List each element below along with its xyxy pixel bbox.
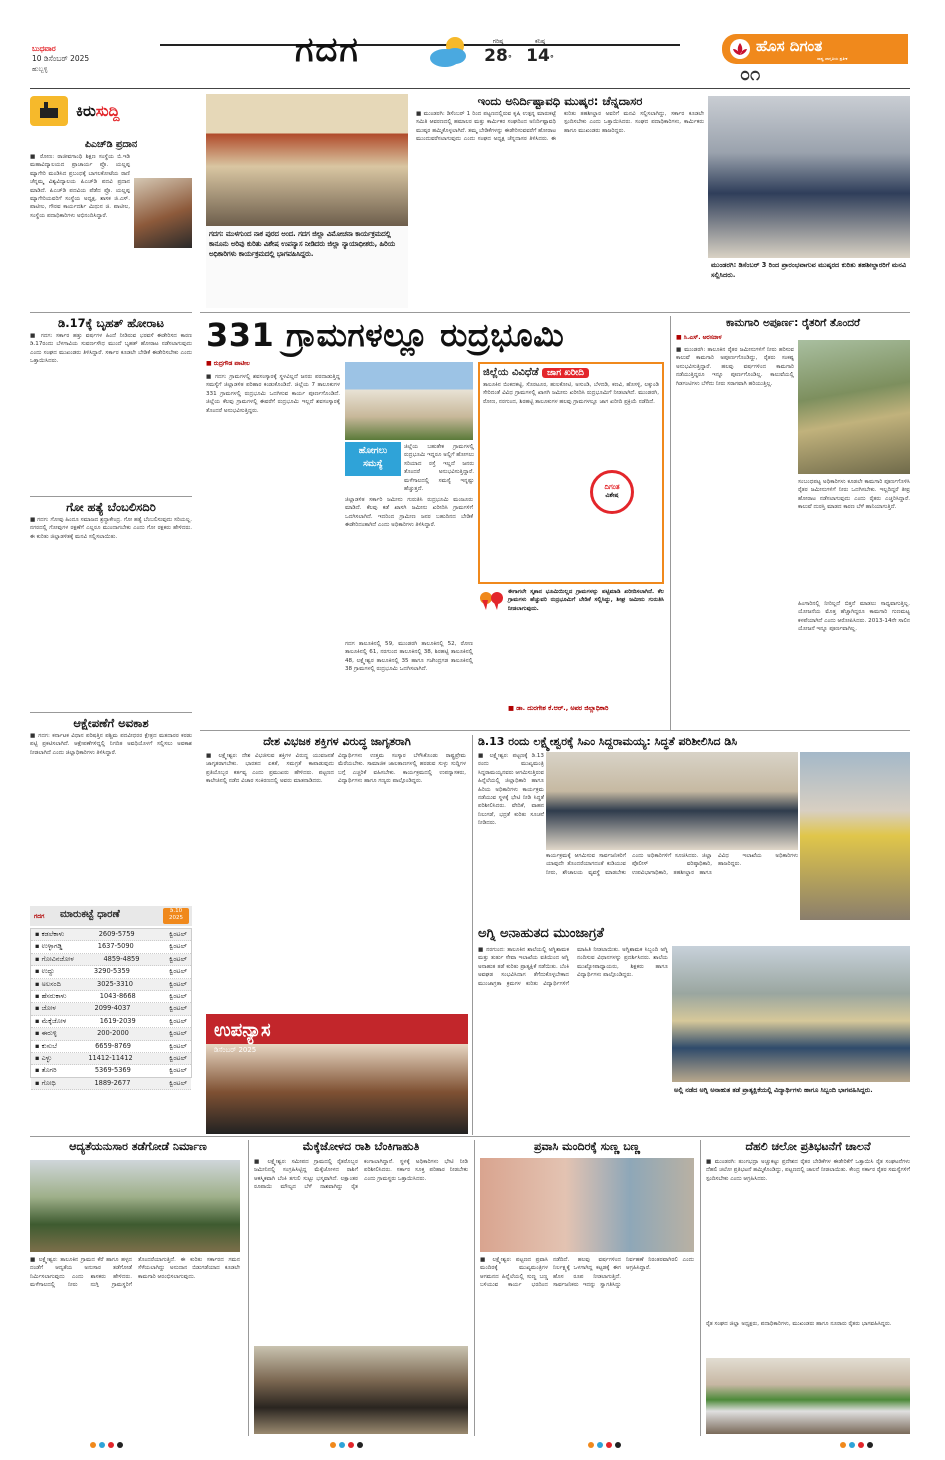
col-rule-vigil [472, 735, 473, 1135]
farmers-byline-box [676, 334, 796, 346]
market-unit: ಕ್ವಿಂಟಲ್ [169, 1054, 187, 1063]
market-row [31, 929, 191, 941]
farmers-body-col2: ಸಂಬಂಧಪಟ್ಟ ಅಧಿಕಾರಿಗಳು ಕೂಡಲೇ ಕಾಮಗಾರಿ ಪೂರ್ಣಗೊಳಿಸಿ ರೈತರ ಜಮೀನುಗಳಿಗೆ ನೀರು ಒದಗಿಸಬೇಕು. ಇಲ್ಲದಿದ್ದರೆ ತೀವ್ರ ಹೋರಾಟ ನಡೆಸಲಾಗುವುದು ಎಂದು ರೈತರು ಎಚ್ಚರಿಸಿದ್ದಾರೆ. ಕಾಲುವೆ ದುರಸ್ತಿ ಮಾಡದ ಕಾರಣ ಬೆಳೆ ಹಾನಿಯಾಗುತ್ತಿದೆ. [798, 479, 910, 511]
fire-caption: ಅಲ್ಲಿ ನಡೆದ ಅಗ್ನಿ ಅನಾಹುತ ತಡೆ ಪ್ರಾತ್ಯಕ್ಷಿಕೆಯಲ್ಲಿ ವಿದ್ಯಾರ್ಥಿಗಳು ಹಾಗೂ ಸಿಬ್ಬಂದಿ ಭಾಗವಹಿಸಿದ್ದರು. [674, 1086, 873, 1094]
market-row [31, 991, 191, 1003]
weather-icon [425, 32, 475, 72]
market-price: 1889-2677 [94, 1078, 131, 1087]
market-unit: ಕ್ವಿಂಟಲ್ [169, 992, 187, 1001]
min-temp-value: 14 [526, 46, 550, 66]
brief-4-title: ಆಕ್ಷೇಪಣೆಗೆ ಅವಕಾಶ [73, 716, 149, 730]
date-label: 10 ಡಿಸೆಂಬರ್ 2025 [32, 54, 90, 63]
kirusuddi-header [30, 96, 192, 128]
col-rule-b3 [700, 1140, 701, 1436]
market-price: 1619-2039 [99, 1016, 136, 1025]
meeting-photo [206, 94, 408, 226]
date-block [32, 44, 132, 73]
market-crop: ▪ ಮೆಕ್ಕೆಜೋಳ [35, 1016, 67, 1025]
market-crop: ▪ ಜೋಳ [35, 1004, 56, 1013]
quote-by: ■ ಡಾ. ದುರಗೇಶ ಕೆ.ಆರ್., ಅಪರ ಜಿಲ್ಲಾಧಿಕಾರಿ [508, 704, 609, 712]
quote-icon [478, 588, 504, 614]
badge-b: ವಿಶೇಷ [605, 492, 619, 499]
cm-headline: ಡಿ.13 ರಂದು ಲಕ್ಷ್ಮೇಶ್ವರಕ್ಕೆ ಸಿಎಂ ಸಿದ್ದರಾಮಯ್ಯ: ಸಿದ್ಧತೆ ಪರಿಶೀಲಿಸಿದ ಡಿಸಿ [478, 735, 738, 748]
max-temp-label: ಗರಿಷ್ಠ [492, 38, 504, 45]
print-marks-2 [330, 1442, 363, 1448]
market-crop: ▪ ಗೋಧಿ [35, 1078, 56, 1087]
print-dot [858, 1442, 864, 1448]
market-row [31, 966, 191, 978]
brief-4-body: ■ ಗದಗ: ಕರ್ನಾಟಕ ವಿಧಾನ ಪರಿಷತ್ತಿನ ಪಶ್ಚಿಮ ಪದವೀಧರರ ಕ್ಷೇತ್ರದ ಮತದಾರರ ಕರಡು ಪಟ್ಟಿ ಪ್ರಕಟಿಸಲಾಗಿದೆ. ಆಕ್ಷೇಪಣೆಗಳಿದ್ದಲ್ಲಿ ನಿಗದಿತ ಅವಧಿಯೊಳಗೆ ಸಲ್ಲಿಸಲು ಅವಕಾಶ ನೀಡಲಾಗಿದೆ ಎಂದು ಜಿಲ್ಲಾಧಿಕಾರಿಗಳು ತಿಳಿಸಿದ್ದಾರೆ. [30, 733, 192, 756]
market-row [31, 1053, 191, 1065]
brief-1-title: ಪಿಎಚ್‌ಡಿ ಪ್ರದಾನ [84, 139, 138, 150]
market-crop: ▪ ಕಡಲೆಕಾಳು [35, 930, 65, 938]
digantha-special-badge [590, 470, 634, 514]
maize-headline: ಮೆಕ್ಕೆಜೋಳದ ರಾಶಿ ಬೆಂಕಿಗಾಹುತಿ [302, 1140, 420, 1153]
fire-photo [672, 946, 910, 1082]
lead-body-col1: ■ ಗದಗ: ಗ್ರಾಮಗಳಲ್ಲಿ ಶವಸಂಸ್ಕಾರಕ್ಕೆ ಸ್ಥಳವಿಲ್ಲದೆ ಜನರು ಪರದಾಡುತ್ತಿದ್ದ ಸಮಸ್ಯೆಗೆ ಜಿಲ್ಲಾಡಳಿತ ಪರಿಹಾರ ಕಂಡುಕೊಂಡಿದೆ. ಜಿಲ್ಲೆಯ 7 ತಾಲೂಕುಗಳ 331 ಗ್ರಾಮಗಳಲ್ಲಿ ರುದ್ರಭೂಮಿ ಒದಗಿಸುವ ಕಾರ್ಯ ಪೂರ್ಣಗೊಂಡಿದೆ. ಜಿಲ್ಲೆಯ ಕೆಲವು ಗ್ರಾಮಗಳಲ್ಲಿ ಈವರೆಗೆ ರುದ್ರಭೂಮಿ ಇಲ್ಲದೆ ಶವಸಂಸ್ಕಾರಕ್ಕೆ ತೊಂದರೆ ಅನುಭವಿಸುತ್ತಿದ್ದರು. [206, 374, 340, 414]
brand-tagline: ರಾಷ್ಟ್ರ ಜಾಗೃತಿಯ ಪ್ರತೀಕ [817, 56, 848, 61]
market-price: 4859-4859 [103, 954, 140, 963]
strike-caption-box [708, 258, 910, 308]
paint-headline: ಪ್ರವಾಸಿ ಮಂದಿರಕ್ಕೆ ಸುಣ್ಣ ಬಣ್ಣ [534, 1140, 640, 1153]
print-dot [330, 1442, 336, 1448]
land-purchase-box [478, 362, 664, 584]
fire-headline: ಅಗ್ನಿ ಅನಾಹುತದ ಮುಂಜಾಗ್ರತೆ [478, 926, 604, 941]
market-price: 1637-5090 [97, 942, 134, 951]
brief-2-title: ಡಿ.17ಕ್ಕೆ ಬೃಹತ್ ಹೋರಾಟ [57, 316, 164, 330]
hand-icon [30, 96, 68, 126]
farmers-body-col3: ಹಿಂಗಾರಿನಲ್ಲಿ ನೀರಿಲ್ಲದೆ ಬಿತ್ತನೆ ಮಾಡಲು ಸಾಧ್ಯವಾಗುತ್ತಿಲ್ಲ. ಯೋಜನೆಯ ಮೊತ್ತ ಹೆಚ್ಚಾಗಿದ್ದರೂ ಕಾಮಗಾರಿ ಗುಣಮಟ್ಟ ಕಳಪೆಯಾಗಿದೆ ಎಂದು ಆರೋಪಿಸಿದರು. 2013-14ನೇ ಸಾಲಿನ ಯೋಜನೆ ಇನ್ನೂ ಪೂರ್ಣವಾಗಿಲ್ಲ. [798, 601, 910, 633]
lead-body-col2: ಜಿಲ್ಲಾಡಳಿತ ಸರ್ಕಾರಿ ಜಮೀನು ಗುರುತಿಸಿ ರುದ್ರಭೂಮಿ ಮಂಜೂರು ಮಾಡಿದೆ. ಕೆಲವು ಕಡೆ ಖಾಸಗಿ ಜಮೀನು ಖರೀದಿಸಿ ಗ್ರಾಮಗಳಿಗೆ ಒದಗಿಸಲಾಗಿದೆ. ಇದರಿಂದ ಗ್ರಾಮೀಣ ಜನರ ಬಹುದಿನದ ಬೇಡಿಕೆ ಈಡೇರಿದಂತಾಗಿದೆ ಎಂದು ಅಧಿಕಾರಿಗಳು ತಿಳಿಸಿದ್ದಾರೆ. [345, 497, 473, 529]
wall-photo [30, 1160, 240, 1252]
strike-headline: ಇಂದು ಅನಿರ್ದಿಷ್ಟಾವಧಿ ಮುಷ್ಕರ: ಚೆನ್ನದಾಸರ [477, 94, 643, 108]
cm-side-photo [800, 752, 910, 920]
box-pill: ಜಾಗ ಖರೀದಿ [542, 368, 589, 378]
wall-headline: ಆದ್ಯತೆಯನುಸಾರ ತಡೆಗೋಡೆ ನಿರ್ಮಾಣ [69, 1140, 207, 1153]
vigil-photo [206, 1014, 468, 1134]
market-row [31, 1016, 191, 1028]
col-rule-b1 [248, 1140, 249, 1436]
print-dot [615, 1442, 621, 1448]
vigil-body-col2: ವಿದ್ಯಾರ್ಥಿಗಳು ಉತ್ತಮ ಸಂಸ್ಕಾರ ಬೆಳೆಸಿಕೊಂಡು ರಾಷ್ಟ್ರಪ್ರೇಮ ಮೆರೆಯಬೇಕು. ಸಾಮಾಜಿಕ ಜಾಲತಾಣಗಳಲ್ಲಿ ಹರಡುವ ಸುಳ್ಳು ಸುದ್ದಿಗಳ ಬಗ್ಗೆ ಎಚ್ಚರಿಕೆ ವಹಿಸಬೇಕು. ಕಾರ್ಯಕ್ರಮದಲ್ಲಿ ಉಪನ್ಯಾಸಕರು, ವಿದ್ಯಾರ್ಥಿಗಳು ಹಾಗೂ ಗಣ್ಯರು ಪಾಲ್ಗೊಂಡಿದ್ದರು. [338, 753, 466, 785]
lead-byline-box [206, 360, 336, 372]
max-temp-value: 28 [484, 46, 508, 66]
side-head-badge [345, 442, 401, 476]
market-unit: ಕ್ವಿಂಟಲ್ [169, 954, 187, 963]
print-dot [108, 1442, 114, 1448]
market-crop: ▪ ಉಳ್ಳಾಗಡ್ಡಿ [35, 942, 63, 951]
market-unit: ಕ್ವಿಂಟಲ್ [169, 942, 187, 951]
market-row [31, 1078, 191, 1090]
strike-photo [708, 96, 910, 258]
lead-body-col3: ಗದಗ ತಾಲೂಕಿನಲ್ಲಿ 59, ಮುಂಡರಗಿ ತಾಲೂಕಿನಲ್ಲಿ 52, ರೋಣ ತಾಲೂಕಿನಲ್ಲಿ 61, ನರಗುಂದ ತಾಲೂಕಿನಲ್ಲಿ 38, ಶಿರಹಟ್ಟಿ ತಾಲೂಕಿನಲ್ಲಿ 48, ಲಕ್ಷ್ಮೇಶ್ವರ ತಾಲೂಕಿನಲ್ಲಿ 35 ಹಾಗೂ ಗಜೇಂದ್ರಗಡ ತಾಲೂಕಿನಲ್ಲಿ 38 ಗ್ರಾಮಗಳಲ್ಲಿ ರುದ್ರಭೂಮಿ ಒದಗಿಸಲಾಗಿದೆ. [345, 641, 473, 673]
market-unit: ಕ್ವಿಂಟಲ್ [169, 1041, 187, 1050]
market-unit: ಕ್ವಿಂಟಲ್ [169, 979, 187, 988]
market-city: ಗದಗ [34, 913, 45, 920]
market-crop: ▪ ಅಲಸಂದಿ [35, 979, 61, 988]
meeting-caption: ಗದಗ: ಮುಳಗುಂದ ನಾಕ ಪುರದ ಅಂದ. ಗದಗ ಜಿಲ್ಲಾ ವಿಮೋಚನಾ ಕಾರ್ಯಕ್ರಮದಲ್ಲಿ ಕಾನೂನು ಅರಿವು ಕುರಿತು ವಿಶೇಷ ಉಪನ್ಯಾಸ ನೀಡಿದರು ಜಿಲ್ಲಾ ನ್ಯಾಯಾಧೀಶರು, ಹಿರಿಯ ಅಧಿಕಾರಿಗಳು ಕಾರ್ಯಕ್ರಮದಲ್ಲಿ ಭಾಗವಹಿಸಿದ್ದರು. [209, 230, 396, 258]
side-head-a: ಹೋಗಲು [358, 446, 388, 456]
brief-3-title: ಗೋ ಹತ್ಯೆ ಬೆಂಬಲಿಸದಿರಿ [66, 500, 156, 514]
farmers-headline: ಕಾಮಗಾರಿ ಅಪೂರ್ಣ: ರೈತರಿಗೆ ತೊಂದರೆ [726, 317, 860, 329]
fire-body: ■ ನರಗುಂದ: ತಾಲೂಕಿನ ಶಾಲೆಯಲ್ಲಿ ಅಗ್ನಿಶಾಮಕ ಮತ್ತು ತುರ್ತು ಸೇವಾ ಇಲಾಖೆಯ ವತಿಯಿಂದ ಅಗ್ನಿ ಅನಾಹುತ ತಡೆ ಕುರಿತು ಪ್ರಾತ್ಯಕ್ಷಿಕೆ ನಡೆಯಿತು. ಬೆಂಕಿ ಅವಘಡ ಸಂಭವಿಸಿದಾಗ ತೆಗೆದುಕೊಳ್ಳಬೇಕಾದ ಮುಂಜಾಗ್ರತಾ ಕ್ರಮಗಳ ಕುರಿತು ವಿದ್ಯಾರ್ಥಿಗಳಿಗೆ ಮಾಹಿತಿ ನೀಡಲಾಯಿತು. ಅಗ್ನಿಶಾಮಕ ಸಿಬ್ಬಂದಿ ಅಗ್ನಿ ನಂದಿಸುವ ವಿಧಾನಗಳನ್ನು ಪ್ರದರ್ಶಿಸಿದರು. ಶಾಲೆಯ ಮುಖ್ಯೋಪಾಧ್ಯಾಯರು, ಶಿಕ್ಷಕರು ಹಾಗೂ ವಿದ್ಯಾರ್ಥಿಗಳು ಪಾಲ್ಗೊಂಡಿದ್ದರು. [478, 947, 668, 987]
box-head: ಜಿಲ್ಲೆಯ ವಿವಿಧೆಡೆ [483, 367, 539, 378]
market-price: 3290-5359 [93, 967, 130, 976]
quote-box [478, 588, 664, 726]
canal-photo [798, 340, 910, 474]
lead-headline: 331 ಗ್ರಾಮಗಳಲ್ಲೂ ರುದ್ರಭೂಮಿ [206, 316, 565, 354]
market-row [31, 941, 191, 953]
print-dot [339, 1442, 345, 1448]
market-row [31, 1065, 191, 1077]
brief-rule-3 [30, 712, 192, 713]
market-unit: ಕ್ವಿಂಟಲ್ [169, 967, 187, 976]
brief-rule-1 [30, 312, 192, 313]
market-row [31, 979, 191, 991]
market-row [31, 954, 191, 966]
market-row [31, 1003, 191, 1015]
top-rule [200, 312, 910, 313]
vigil-banner-date: ಡಿಸೆಂಬರ್ 2025 [214, 1046, 257, 1054]
market-price: 11412-11412 [88, 1054, 133, 1063]
market-crop: ▪ ತೊಗರಿ [35, 1066, 57, 1075]
edition-city: ಹುಬ್ಬಳ್ಳಿ [32, 65, 48, 73]
print-dot [348, 1442, 354, 1448]
market-price: 2609-5759 [98, 930, 135, 938]
delhi-photo [706, 1358, 910, 1434]
strike-caption: ಮುಂಡರಗಿ: ಡಿಸೆಂಬರ್ 3 ರಿಂದ ಪ್ರಾರಂಭವಾಗುವ ಮುಷ್ಕರದ ಕುರಿತು ತಹಶೀಲ್ದಾರರಿಗೆ ಮನವಿ ಸಲ್ಲಿಸಿದರು. [711, 261, 907, 279]
min-temp [522, 38, 558, 70]
lotus-icon [730, 39, 750, 59]
degree-sign: ° [507, 54, 512, 63]
col-rule-lead [670, 316, 671, 730]
market-unit: ಕ್ವಿಂಟಲ್ [169, 1078, 187, 1087]
lead-side-body-1: ಜಿಲ್ಲೆಯ ಬಹುತೇಕ ಗ್ರಾಮಗಳಲ್ಲಿ ರುದ್ರಭೂಮಿ ಇದ್ದರೂ ಅಲ್ಲಿಗೆ ಹೋಗಲು ಸರಿಯಾದ ರಸ್ತೆ ಇಲ್ಲದೆ ಜನರು ತೊಂದರೆ ಅನುಭವಿಸುತ್ತಿದ್ದಾರೆ. ಮಳೆಗಾಲದಲ್ಲಿ ಸಮಸ್ಯೆ ಇನ್ನಷ್ಟು ಹೆಚ್ಚುತ್ತದೆ. [404, 444, 474, 493]
market-table [30, 928, 192, 1087]
kirusuddi-title-a: ಕಿರು [76, 102, 96, 120]
market-row [31, 1041, 191, 1053]
page-number: ೦೧ [740, 64, 761, 85]
delhi-headline: ದೆಹಲಿ ಚಲೋ ಪ್ರತಿಭಟನೆಗೆ ಚಾಲನೆ [745, 1140, 871, 1153]
masthead-rule [160, 44, 680, 46]
brief-2-body: ■ ಗದಗ: ಸರ್ಕಾರ ಹತ್ತು ವರ್ಷಗಳ ಹಿಂದೆ ನೀಡಿರುವ ಭರವಸೆ ಈಡೇರಿಸದ ಕಾರಣ ಡಿ.17ರಂದು ಬೆಳಗಾವಿಯ ಸುವರ್ಣಸೌಧ ಮುಂದೆ ಬೃಹತ್ ಹೋರಾಟ ನಡೆಸಲಾಗುವುದು ಎಂದು ಸಂಘದ ಮುಖಂಡರು ತಿಳಿಸಿದ್ದಾರೆ. ಸರ್ಕಾರ ಕೂಡಲೇ ಬೇಡಿಕೆ ಈಡೇರಿಸಬೇಕು ಎಂದು ಒತ್ತಾಯಿಸಿದರು. [30, 333, 192, 365]
print-dot [597, 1442, 603, 1448]
print-dot [849, 1442, 855, 1448]
header-rule [30, 88, 910, 89]
market-unit: ಕ್ವಿಂಟಲ್ [169, 1029, 187, 1038]
vigil-body-col1: ■ ಲಕ್ಷ್ಮೇಶ್ವರ: ದೇಶ ವಿಭಜಿಸುವ ಶಕ್ತಿಗಳ ವಿರುದ್ಧ ಯುವಜನತೆ ಜಾಗೃತರಾಗಬೇಕು. ಭಾರತದ ಏಕತೆ, ಸಮಗ್ರತೆ ಕಾಪಾಡುವುದು ಪ್ರತಿಯೊಬ್ಬರ ಕರ್ತವ್ಯ ಎಂದು ಪ್ರಮುಖರು ಹೇಳಿದರು. ಪಟ್ಟಣದ ಕಾಲೇಜಿನಲ್ಲಿ ನಡೆದ ವಿಚಾರ ಸಂಕಿರಣದಲ್ಲಿ ಅವರು ಮಾತನಾಡಿದರು. [206, 753, 334, 785]
market-price: 2099-4037 [94, 1004, 131, 1013]
quote-text: ಈಗಾಗಲೇ ಸ್ಮಶಾನ ಭೂಮಿಯಿಲ್ಲದ ಗ್ರಾಮಗಳನ್ನು ಪಟ್ಟಿಮಾಡಿ ಖರೀದಿಸಲಾಗಿದೆ. ಕೆಲ ಗ್ರಾಮಗಳು ಹೆಚ್ಚುವರಿ ರುದ್ರಭೂಮಿಗೆ ಬೇಡಿಕೆ ಸಲ್ಲಿಸಿದ್ದು, ಶೀಘ್ರ ಜಮೀನು ಗುರುತಿಸಿ ನೀಡಲಾಗುವುದು. [508, 589, 664, 612]
print-marks-3 [588, 1442, 621, 1448]
lead-building-photo [345, 362, 473, 440]
max-temp [480, 38, 516, 70]
maize-photo [254, 1346, 468, 1434]
paint-body: ■ ಲಕ್ಷ್ಮೇಶ್ವರ: ಪಟ್ಟಣದ ಪ್ರವಾಸಿ ಮಂದಿರಕ್ಕೆ ಮುಖ್ಯಮಂತ್ರಿಗಳ ಆಗಮನದ ಹಿನ್ನೆಲೆಯಲ್ಲಿ ಸುಣ್ಣ ಬಣ್ಣ ಬಳಿಯುವ ಕಾರ್ಯ ಭರದಿಂದ ನಡೆದಿದೆ. ಹಲವು ವರ್ಷಗಳಿಂದ ನಿರ್ಲಕ್ಷ್ಯಕ್ಕೆ ಒಳಗಾಗಿದ್ದ ಕಟ್ಟಡಕ್ಕೆ ಈಗ ಹೊಸ ರೂಪ ನೀಡಲಾಗುತ್ತಿದೆ. ಸಾರ್ವಜನಿಕರು ಇದನ್ನು ಸ್ವಾಗತಿಸಿದ್ದು ನಿರ್ವಹಣೆ ನಿರಂತರವಾಗಿರಲಿ ಎಂದು ಆಗ್ರಹಿಸಿದ್ದಾರೆ. [480, 1257, 694, 1289]
brief-rule-2 [30, 496, 192, 497]
market-unit: ಕ್ವಿಂಟಲ್ [169, 1066, 187, 1075]
market-price: 5369-5369 [94, 1066, 131, 1075]
badge-a: ದಿಗಂತ [604, 483, 620, 491]
paint-photo [480, 1158, 694, 1252]
print-dot [840, 1442, 846, 1448]
market-price: 6659-8769 [95, 1041, 132, 1050]
maize-body: ■ ಲಕ್ಷ್ಮೇಶ್ವರ: ಸಮೀಪದ ಗ್ರಾಮದಲ್ಲಿ ರೈತರೊಬ್ಬರ ಜಮೀನಿನಲ್ಲಿ ಸಂಗ್ರಹಿಸಿಟ್ಟಿದ್ದ ಮೆಕ್ಕೆಜೋಳದ ರಾಶಿಗೆ ಆಕಸ್ಮಿಕವಾಗಿ ಬೆಂಕಿ ತಗುಲಿ ಸುಟ್ಟು ಭಸ್ಮವಾಗಿದೆ. ಲಕ್ಷಾಂತರ ರೂಪಾಯಿ ಮೌಲ್ಯದ ಬೆಳೆ ನಾಶವಾಗಿದ್ದು ರೈತ ಕಂಗಾಲಾಗಿದ್ದಾನೆ. ಸ್ಥಳಕ್ಕೆ ಅಧಿಕಾರಿಗಳು ಭೇಟಿ ನೀಡಿ ಪರಿಶೀಲಿಸಿದರು. ಸರ್ಕಾರ ಸೂಕ್ತ ಪರಿಹಾರ ನೀಡಬೇಕು ಎಂದು ಗ್ರಾಮಸ್ಥರು ಒತ್ತಾಯಿಸಿದರು. [254, 1159, 468, 1191]
vigil-headline: ದೇಶ ವಿಭಜಕ ಶಕ್ತಿಗಳ ವಿರುದ್ಧ ಜಾಗೃತರಾಗಿ [263, 735, 411, 748]
market-header [30, 906, 192, 926]
farmers-body-col1: ■ ಮುಂಡರಗಿ: ತಾಲೂಕಿನ ರೈತರ ಜಮೀನುಗಳಿಗೆ ನೀರು ಹರಿಸುವ ಕಾಲುವೆ ಕಾಮಗಾರಿ ಅಪೂರ್ಣಗೊಂಡಿದ್ದು, ರೈತರು ಸಂಕಷ್ಟ ಅನುಭವಿಸುತ್ತಿದ್ದಾರೆ. ಹಲವು ವರ್ಷಗಳಿಂದ ಕಾಮಗಾರಿ ನಡೆಯುತ್ತಿದ್ದರೂ ಇನ್ನೂ ಪೂರ್ಣಗೊಂಡಿಲ್ಲ. ಕಾಲುವೆಯಲ್ಲಿ ಗಿಡಗಂಟಿಗಳು ಬೆಳೆದು ನೀರು ಸರಾಗವಾಗಿ ಹರಿಯುತ್ತಿಲ್ಲ. [676, 347, 794, 387]
vigil-banner: ಉಪನ್ಯಾಸ [214, 1020, 271, 1041]
brief-1-text: ■ ರೋಣ: ರಾಜೀವಗಾಂಧಿ ಶಿಕ್ಷಣ ಸಂಸ್ಥೆಯ ಬಿ.ಇಡಿ ಮಹಾವಿದ್ಯಾಲಯದ ಪ್ರಾಚಾರ್ಯ ಪ್ರೊ. ಯಲ್ಲಪ್ಪ ಮ್ಯಾಗೇರಿ ಮಂಡಿಸಿದ ಪ್ರಬಂಧಕ್ಕೆ ಬಾಗಲಕೋಟೆಯ ರಾಣಿ ಚೆನ್ನಮ್ಮ ವಿಶ್ವವಿದ್ಯಾಲಯ ಪಿಎಚ್‌ಡಿ ಪದವಿ ಪ್ರದಾನ ಮಾಡಿದೆ. ಪಿಎಚ್‌ಡಿ ಪದವಿಯ ಪೆಡೆದ ಪ್ರೊ. ಯಲ್ಲಪ್ಪ ಮ್ಯಾಗೇರಿಯವರಿಗೆ ಸಂಸ್ಥೆಯ ಅಧ್ಯಕ್ಷ, ಶಾಸಕ ಜಿ.ಎಸ್. ಪಾಟೀಲ, ಗೌರವ ಕಾರ್ಯದರ್ಶಿ ಮಿಥುನ ಜಿ. ಪಾಟೀಲ, ಸಂಸ್ಥೆಯ ಪದಾಧಿಕಾರಿಗಳು ಅಭಿನಂದಿಸಿದ್ದಾರೆ. [30, 154, 130, 219]
print-dot [588, 1442, 594, 1448]
degree-sign-2: ° [549, 54, 554, 63]
market-row [31, 1028, 191, 1040]
market-unit: ಕ್ವಿಂಟಲ್ [169, 1004, 187, 1013]
print-dot [117, 1442, 123, 1448]
print-dot [606, 1442, 612, 1448]
kirusuddi-title-b: ಸುದ್ದಿ [95, 102, 120, 120]
cm-body-col1: ■ ಲಕ್ಷ್ಮೇಶ್ವರ: ಪಟ್ಟಣಕ್ಕೆ ಡಿ.13 ರಂದು ಮುಖ್ಯಮಂತ್ರಿ ಸಿದ್ದರಾಮಯ್ಯನವರು ಆಗಮಿಸುತ್ತಿರುವ ಹಿನ್ನೆಲೆಯಲ್ಲಿ ಜಿಲ್ಲಾಧಿಕಾರಿ ಹಾಗೂ ಹಿರಿಯ ಅಧಿಕಾರಿಗಳು ಕಾರ್ಯಕ್ರಮ ನಡೆಯುವ ಸ್ಥಳಕ್ಕೆ ಭೇಟಿ ನೀಡಿ ಸಿದ್ಧತೆ ಪರಿಶೀಲಿಸಿದರು. ವೇದಿಕೆ, ವಾಹನ ನಿಲುಗಡೆ, ಭದ್ರತೆ ಕುರಿತು ಸೂಚನೆ ನೀಡಿದರು. [478, 753, 544, 827]
print-dot [357, 1442, 363, 1448]
side-head-b: ಸಮಸ್ಯೆ [363, 459, 383, 469]
meeting-caption-box [206, 226, 408, 308]
day-label: ಬುಧವಾರ [32, 44, 56, 53]
market-price: 1043-8668 [99, 992, 136, 1001]
market-unit: ಕ್ವಿಂಟಲ್ [169, 930, 187, 938]
cm-body-col2: ಕಾರ್ಯಕ್ರಮಕ್ಕೆ ಆಗಮಿಸುವ ಸಾರ್ವಜನಿಕರಿಗೆ ಯಾವುದೇ ತೊಂದರೆಯಾಗದಂತೆ ಕುಡಿಯುವ ನೀರು, ಶೌಚಾಲಯ ವ್ಯವಸ್ಥೆ ಮಾಡಬೇಕು ಎಂದು ಅಧಿಕಾರಿಗಳಿಗೆ ಸೂಚಿಸಿದರು. ಜಿಲ್ಲಾ ಪೊಲೀಸ್ ವರಿಷ್ಠಾಧಿಕಾರಿ, ಉಪವಿಭಾಗಾಧಿಕಾರಿ, ತಹಶೀಲ್ದಾರ ಹಾಗೂ ವಿವಿಧ ಇಲಾಖೆಯ ಅಧಿಕಾರಿಗಳು ಹಾಜರಿದ್ದರು. [546, 853, 798, 876]
page-title: ಗದಗ [295, 30, 360, 70]
market-price: 3025-3310 [97, 979, 133, 988]
market-title: ಮಾರುಕಟ್ಟೆ ಧಾರಣೆ [60, 909, 120, 920]
market-crop: ▪ ಗೋವಿನಜೋಳ [35, 954, 74, 963]
brand-logo [722, 34, 908, 64]
market-crop: ▪ ಹೆಸರುಕಾಳು [35, 992, 67, 1001]
delhi-body-1: ■ ಮುಂಡರಗಿ: ತುಂಗಭದ್ರಾ ಅಚ್ಚುಕಟ್ಟು ಪ್ರದೇಶದ ರೈತರ ಬೇಡಿಕೆಗಳ ಈಡೇರಿಕೆಗೆ ಒತ್ತಾಯಿಸಿ ರೈತ ಸಂಘಟನೆಗಳು ದೆಹಲಿ ಚಲೋ ಪ್ರತಿಭಟನೆ ಹಮ್ಮಿಕೊಂಡಿದ್ದು, ಪಟ್ಟಣದಲ್ಲಿ ಚಾಲನೆ ನೀಡಲಾಯಿತು. ಕೇಂದ್ರ ಸರ್ಕಾರ ರೈತರ ಸಮಸ್ಯೆಗಳಿಗೆ ಸ್ಪಂದಿಸಬೇಕು ಎಂದು ಆಗ್ರಹಿಸಿದರು. [706, 1159, 910, 1182]
mid-rule [200, 730, 910, 731]
print-marks-4 [840, 1442, 873, 1448]
bottom-rule [30, 1136, 910, 1137]
market-crop: ▪ ಈರುಳ್ಳಿ [35, 1029, 57, 1038]
market-unit: ಕ್ವಿಂಟಲ್ [169, 1016, 187, 1025]
print-marks-1 [90, 1442, 123, 1448]
market-date: ಡಿ.10 2025 [163, 908, 189, 924]
brief-1-photo-spacer [130, 175, 192, 271]
cm-photo [546, 752, 798, 850]
min-temp-label: ಕನಿಷ್ಠ [534, 38, 546, 45]
brief-1-body [30, 153, 192, 313]
lead-byline: ■ ರುದ್ರಗೌಡ ಪಾಟೀಲ [206, 360, 250, 367]
market-crop: ▪ ಎಳ್ಳು [35, 1054, 52, 1063]
strike-body: ■ ಮುಂಡರಗಿ: ಡಿಸೆಂಬರ್ 1 ರಿಂದ ಪಟ್ಟಣದಲ್ಲಿರುವ ಕೃಷಿ ಉತ್ಪನ್ನ ಮಾರುಕಟ್ಟೆ ಸಮಿತಿ ಆವರಣದಲ್ಲಿ ಹಮಾಲರ ಮತ್ತು ಕಾರ್ಮಿಕರ ಸಂಘದಿಂದ ಅನಿರ್ದಿಷ್ಟಾವಧಿ ಮುಷ್ಕರ ಹಮ್ಮಿಕೊಳ್ಳಲಾಗಿದೆ. ತಮ್ಮ ಬೇಡಿಕೆಗಳನ್ನು ಈಡೇರಿಸುವವರೆಗೆ ಹೋರಾಟ ಮುಂದುವರೆಸಲಾಗುವುದು ಎಂದು ಸಂಘದ ಅಧ್ಯಕ್ಷ ಚೆನ್ನದಾಸರ ತಿಳಿಸಿದರು. ಈ ಕುರಿತು ತಹಶೀಲ್ದಾರ ಅವರಿಗೆ ಮನವಿ ಸಲ್ಲಿಸಲಾಗಿದ್ದು, ಸರ್ಕಾರ ಕೂಡಲೇ ಸ್ಪಂದಿಸಬೇಕು ಎಂದು ಒತ್ತಾಯಿಸಿದರು. ಸಂಘದ ಪದಾಧಿಕಾರಿಗಳು, ಕಾರ್ಮಿಕರು ಹಾಗೂ ಮುಖಂಡರು ಹಾಜರಿದ್ದರು. [416, 111, 704, 143]
wall-body: ■ ಲಕ್ಷ್ಮೇಶ್ವರ: ತಾಲೂಕಿನ ಗ್ರಾಮದ ಕೆರೆ ಹಾಗೂ ಹಳ್ಳದ ದಂಡೆಗೆ ಆದ್ಯತೆಯ ಅನುಸಾರ ತಡೆಗೋಡೆ ನಿರ್ಮಿಸಲಾಗುವುದು ಎಂದು ಶಾಸಕರು ಹೇಳಿದರು. ಮಳೆಗಾಲದಲ್ಲಿ ನೀರು ನುಗ್ಗಿ ಗ್ರಾಮಸ್ಥರಿಗೆ ತೊಂದರೆಯಾಗುತ್ತಿದೆ. ಈ ಕುರಿತು ಸರ್ಕಾರದ ಗಮನ ಸೆಳೆಯಲಾಗಿದ್ದು ಅನುದಾನ ಬಿಡುಗಡೆಯಾದ ಕೂಡಲೇ ಕಾಮಗಾರಿ ಆರಂಭಿಸಲಾಗುವುದು. [30, 1257, 240, 1289]
farmers-byline: ■ ಸಿ.ಎಸ್. ಅರಸನಾಳ [676, 334, 722, 341]
brand-name: ಹೊಸ ದಿಗಂತ [756, 37, 823, 55]
market-price: 200-2000 [97, 1029, 129, 1038]
fire-caption-box [672, 1084, 910, 1134]
print-dot [867, 1442, 873, 1448]
print-dot [99, 1442, 105, 1448]
brief-3-body: ■ ಗದಗ: ಗೋವು ಹಿಂದೂ ಸಮಾಜದ ಶ್ರದ್ಧಾಕೇಂದ್ರ. ಗೋ ಹತ್ಯೆ ಬೆಂಬಲಿಸುವುದು ಸರಿಯಲ್ಲ. ನಗರದಲ್ಲಿ ಗೋವುಗಳ ರಕ್ಷಣೆಗೆ ಎಲ್ಲರೂ ಮುಂದಾಗಬೇಕು ಎಂದು ಗೋ ರಕ್ಷಕರು ಹೇಳಿದರು. ಈ ಕುರಿತು ಜಿಲ್ಲಾಡಳಿತಕ್ಕೆ ಮನವಿ ಸಲ್ಲಿಸಲಾಯಿತು. [30, 517, 192, 540]
col-rule-b2 [474, 1140, 475, 1436]
market-crop: ▪ ಉದ್ದು [35, 967, 55, 976]
market-crop: ▪ ಕುಸುಬೆ [35, 1041, 57, 1050]
box-body: ತಾಲೂಕಿನ ಬಿಂಕದಕಟ್ಟಿ, ಸೊರಟೂರ, ಹುಲಕೋಟಿ, ಅಸುಂಡಿ, ಬೆಳದಡಿ, ಕಣವಿ, ಹೊಸಳ್ಳಿ, ಲಕ್ಕುಂಡಿ ಸೇರಿದಂತೆ ವಿವಿಧ ಗ್ರಾಮಗಳಲ್ಲಿ ಖಾಸಗಿ ಜಮೀನು ಖರೀದಿಸಿ ರುದ್ರಭೂಮಿಗೆ ನೀಡಲಾಗಿದೆ. ಮುಂಡರಗಿ, ರೋಣ, ನರಗುಂದ, ಶಿರಹಟ್ಟಿ ತಾಲೂಕುಗಳ ಹಲವು ಗ್ರಾಮಗಳಲ್ಲೂ ಜಾಗ ಖರೀದಿ ಪ್ರಕ್ರಿಯೆ ನಡೆದಿದೆ. [483, 382, 659, 405]
print-dot [90, 1442, 96, 1448]
delhi-body-2: ರೈತ ಸಂಘದ ಜಿಲ್ಲಾ ಅಧ್ಯಕ್ಷರು, ಪದಾಧಿಕಾರಿಗಳು, ಮುಖಂಡರು ಹಾಗೂ ನೂರಾರು ರೈತರು ಭಾಗವಹಿಸಿದ್ದರು. [706, 1321, 892, 1327]
